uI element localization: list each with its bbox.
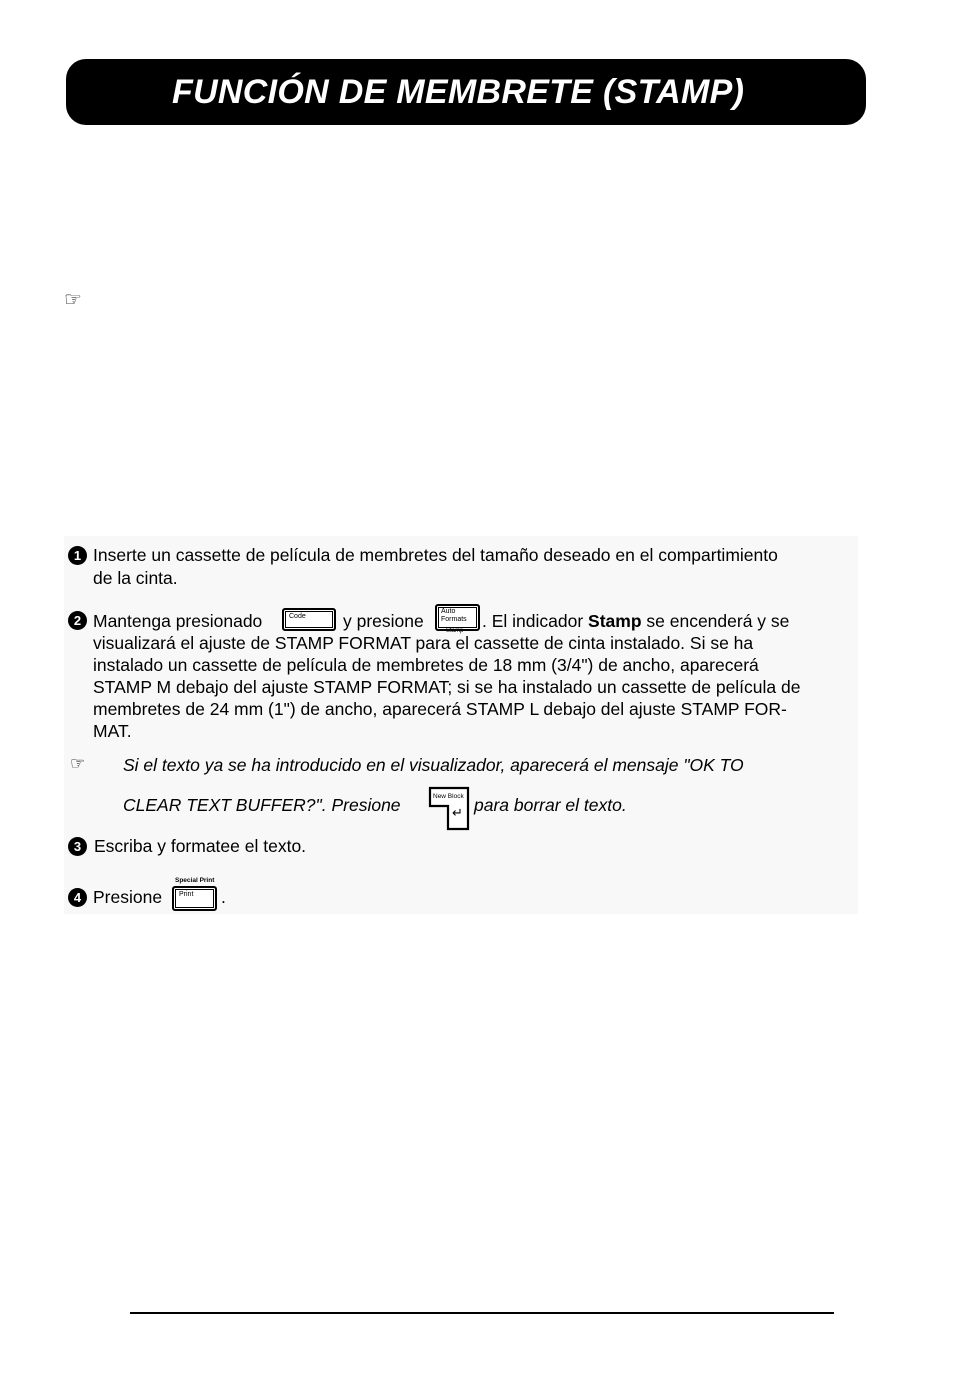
- step-2-text-c-end: se encenderá y se: [641, 611, 790, 631]
- step-3-number: 3: [68, 837, 87, 856]
- step-2-text-a: Mantenga presionado: [93, 611, 263, 631]
- step-2-text-b: y presione: [343, 611, 424, 631]
- step-2-line-5: membretes de 24 mm (1") de ancho, aparecerá STAMP L debajo del ajuste STAMP FOR-: [93, 699, 787, 719]
- note-line-2a: CLEAR TEXT BUFFER?". Presione: [123, 795, 401, 815]
- step-2-text-c: [482, 610, 789, 632]
- new-block-key-label: New Block: [433, 793, 464, 800]
- special-print-key-label: Special Print: [175, 877, 215, 884]
- code-key-icon: [282, 608, 336, 631]
- stamp-indicator-label: Stamp: [588, 611, 642, 631]
- print-key-icon: [172, 886, 217, 911]
- auto-formats-key-icon: [435, 604, 480, 631]
- auto-formats-key-label-1: Auto: [441, 608, 456, 615]
- step-1-number: 1: [68, 546, 87, 565]
- print-key-label: Print: [179, 891, 194, 898]
- instructions-panel: [64, 536, 858, 914]
- step-1-text: Inserte un cassette de película de membretes del tamaño deseado en el compartimiento: [93, 545, 778, 565]
- step-2-line-3: instalado un cassette de película de membretes de 18 mm (3/4") de ancho, aparecerá: [93, 655, 759, 675]
- note-hand-icon: ☞: [70, 754, 86, 773]
- step-2-text-c-part: . El indicador: [482, 611, 589, 631]
- title-banner: [66, 59, 866, 125]
- note-line-2b: para borrar el texto.: [474, 795, 627, 815]
- page-title: FUNCIÓN DE MEMBRETE (STAMP): [172, 73, 745, 111]
- new-block-key-icon: [428, 786, 470, 831]
- enter-arrow-icon: ↵: [452, 805, 463, 820]
- footer-rule: [130, 1312, 834, 1314]
- step-4-text-a: Presione: [93, 887, 163, 907]
- note-line-1: Si el texto ya se ha introducido en el visualizador, aparecerá el mensaje "OK TO: [123, 755, 744, 775]
- step-2-number: 2: [68, 611, 87, 630]
- pointing-hand-icon: ☞: [64, 289, 82, 311]
- step-2-line-4: STAMP M debajo del ajuste STAMP FORMAT; si se ha instalado un cassette de película de: [93, 677, 801, 697]
- step-2-line-2: visualizará el ajuste de STAMP FORMAT para el cassette de cinta instalado. Si se ha: [93, 633, 754, 653]
- step-3-text: Escriba y formatee el texto.: [94, 836, 307, 856]
- step-1-text-cont: de la cinta.: [93, 568, 178, 588]
- code-key-label: Code: [289, 613, 306, 620]
- auto-formats-key-label-2: Formats: [441, 616, 467, 623]
- step-4-number: 4: [68, 888, 87, 907]
- stamp-key-sublabel: Stamp: [446, 628, 464, 634]
- step-4-text-b: .: [221, 887, 226, 907]
- step-2-line-6: MAT.: [93, 721, 132, 741]
